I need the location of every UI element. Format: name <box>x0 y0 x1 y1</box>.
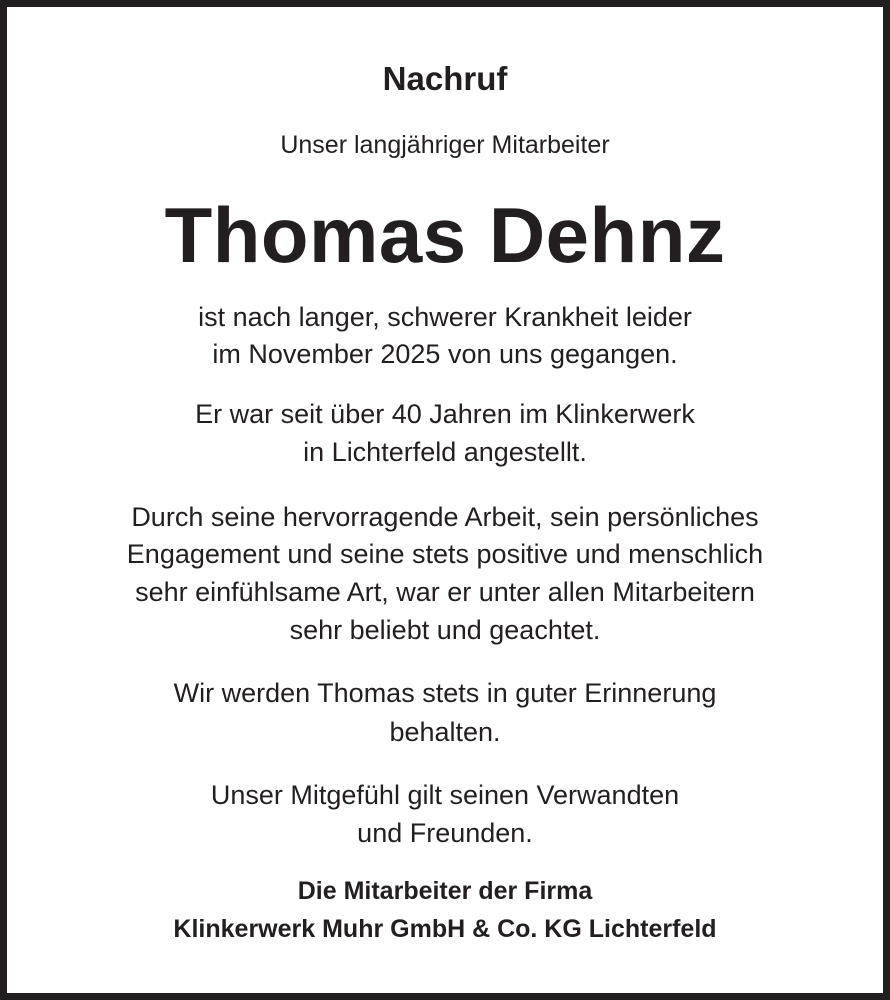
paragraph-line: Er war seit über 40 Jahren im Klinkerwerk <box>195 399 695 429</box>
subtitle: Unser langjähriger Mitarbeiter <box>280 131 610 159</box>
paragraph-line: in Lichterfeld angestellt. <box>303 437 587 467</box>
paragraph-line: Durch seine hervorragende Arbeit, sein persönliches <box>131 502 759 532</box>
signature-line: Klinkerwerk Muhr GmbH & Co. KG Lichterfeld <box>173 915 717 943</box>
heading: Nachruf <box>382 60 508 97</box>
paragraph-line: Unser Mitgefühl gilt seinen Verwandten <box>210 780 680 810</box>
paragraph-line: und Freunden. <box>357 818 533 848</box>
paragraph-line: sehr beliebt und geachtet. <box>289 615 601 645</box>
paragraph-line: Engagement und seine stets positive und menschlich <box>126 539 764 569</box>
paragraph-line: behalten. <box>389 717 501 747</box>
paragraph-line: sehr einfühlsame Art, war er unter allen Mitarbeitern <box>135 577 755 607</box>
signature-line: Die Mitarbeiter der Firma <box>297 877 593 905</box>
paragraph-line: Wir werden Thomas stets in guter Erinnerung <box>173 678 717 708</box>
paragraph-line: ist nach langer, schwerer Krankheit leider <box>198 302 692 332</box>
deceased-name: Thomas Dehnz <box>164 191 726 279</box>
paragraph-line: im November 2025 von uns gegangen. <box>212 339 678 369</box>
